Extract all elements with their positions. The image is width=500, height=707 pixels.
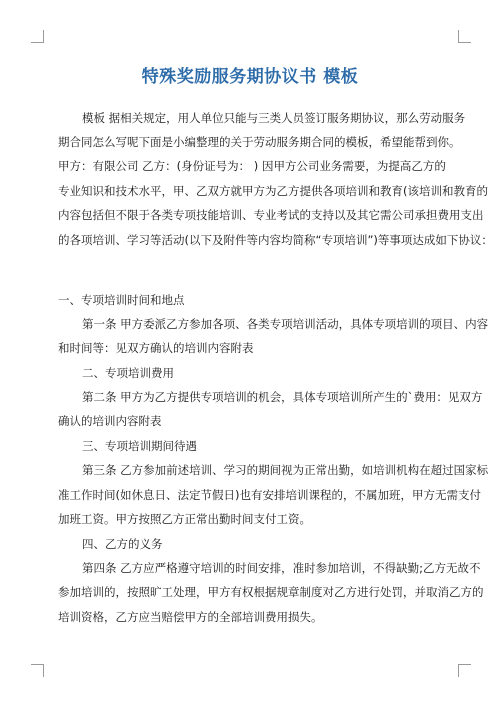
paragraph-line: 内容包括但不限于各类专项技能培训、专业考试的支持以及其它需公司承担费用支出 <box>58 208 484 222</box>
paragraph-line: 的各项培训、学习等活动(以下及附件等内容均简称“专项培训”)等事项达成如下协议： <box>58 233 493 247</box>
paragraph-line: 甲方：有限公司 乙方：(身份证号为： ) 因甲方公司业务需要，为提高乙方的 <box>58 159 446 173</box>
corner-mark-top-left <box>31 30 44 43</box>
paragraph-line: 准工作时间(如休息日、法定节假日)也有安排培训课程的，不属加班，甲方无需支付 <box>58 488 481 502</box>
corner-mark-top-right <box>458 30 471 43</box>
paragraph-line: 第二条 甲方为乙方提供专项培训的机会，具体专项培训所产生的`费用：见双方 <box>82 390 483 404</box>
corner-mark-bottom-right <box>458 664 471 677</box>
paragraph-line: 参加培训的，按照旷工处理，甲方有权根据规章制度对乙方进行处罚，并取消乙方的 <box>58 585 484 599</box>
paragraph-line: 加班工资。甲方按照乙方正常出勤时间支付工资。 <box>58 512 311 526</box>
paragraph-line: 培训资格，乙方应当赔偿甲方的全部培训费用损失。 <box>58 610 323 624</box>
section-heading: 一、专项培训时间和地点 <box>58 293 185 307</box>
section-heading: 二、专项培训费用 <box>82 366 174 380</box>
section-heading: 四、乙方的义务 <box>82 537 163 551</box>
paragraph-line: 第四条 乙方应严格遵守培训的时间安排，准时参加培训，不得缺勤;乙方无故不 <box>82 561 481 575</box>
paragraph-line: 模板 据相关规定，用人单位只能与三类人员签订服务期协议，那么劳动服务 <box>82 111 466 125</box>
document-title: 特殊奖励服务期协议书 模板 <box>141 67 359 87</box>
paragraph-line: 专业知识和技术水平，甲、乙双方就甲方为乙方提供各项培训和教育(该培训和教育的 <box>58 184 488 198</box>
paragraph-line: 期合同怎么写呢下面是小编整理的关于劳动服务期合同的模板，希望能帮到你。 <box>58 135 461 149</box>
paragraph-line: 第一条 甲方委派乙方参加各项、各类专项培训活动，具体专项培训的项目、内容 <box>82 317 489 331</box>
section-heading: 三、专项培训期间待遇 <box>82 439 197 453</box>
paragraph-line: 和时间等：见双方确认的培训内容附表 <box>58 341 254 355</box>
paragraph-line: 第三条 乙方参加前述培训、学习的期间视为正常出勤，如培训机构在超过国家标 <box>82 463 489 477</box>
paragraph-line: 确认的培训内容附表 <box>58 414 162 428</box>
corner-mark-bottom-left <box>31 664 44 677</box>
